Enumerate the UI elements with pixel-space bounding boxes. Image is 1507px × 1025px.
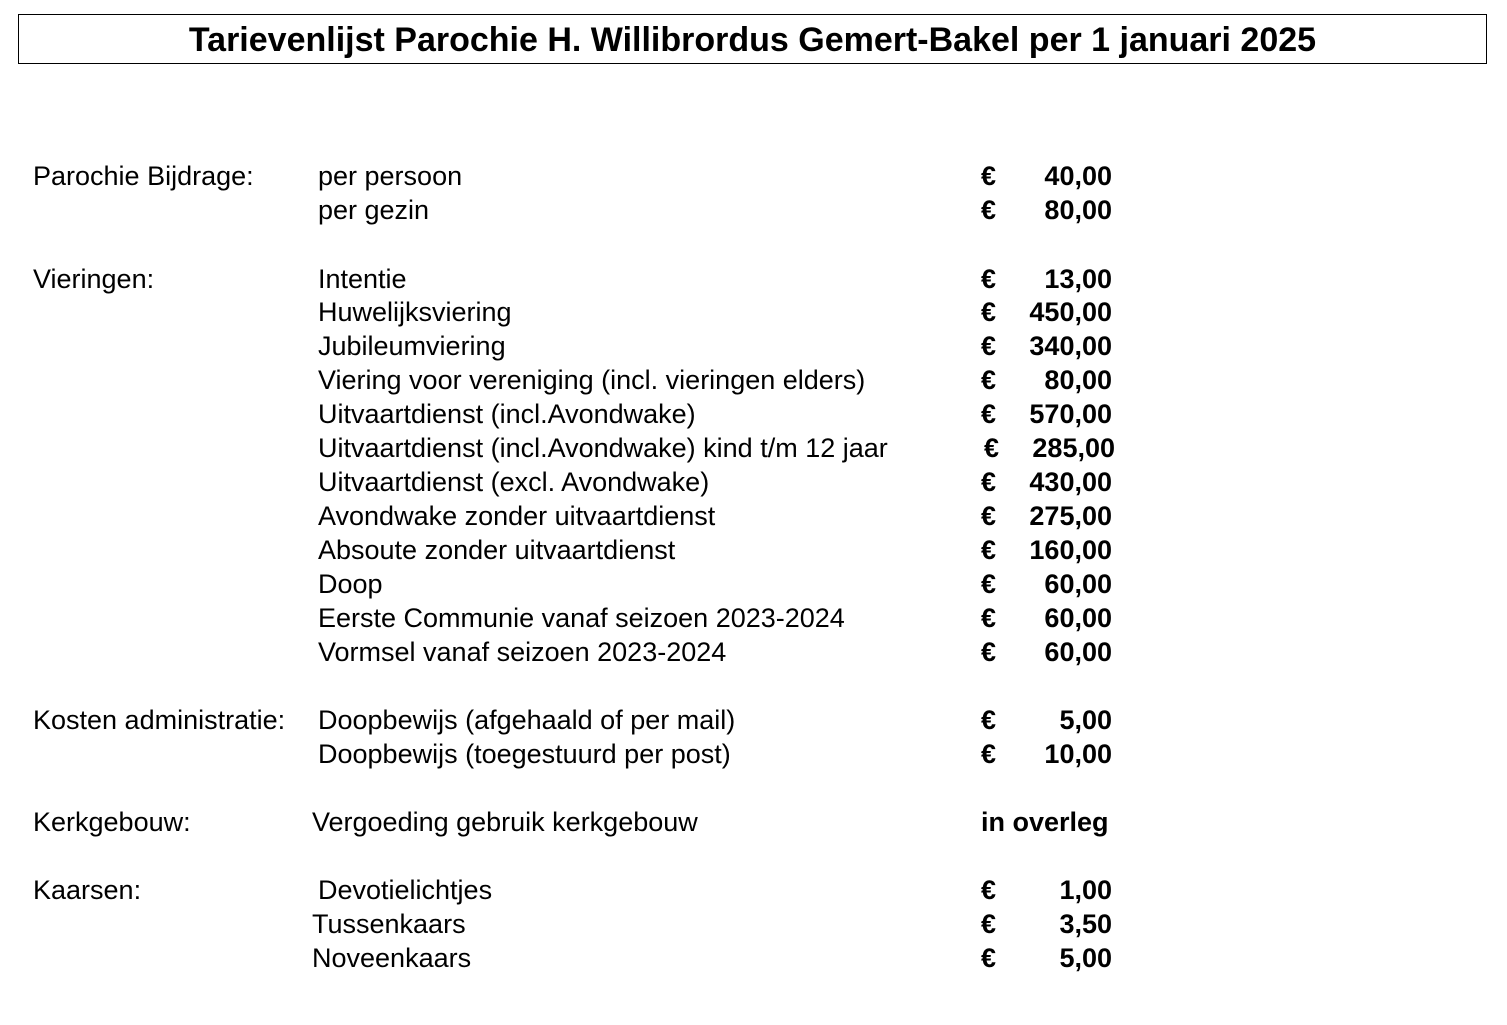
euro-sign: € xyxy=(981,195,997,225)
item-amount: 60,00 xyxy=(1044,603,1112,633)
item-label: Uitvaartdienst (incl.Avondwake) kind t/m 12 jaar xyxy=(318,433,888,463)
item-label: Doopbewijs (afgehaald of per mail) xyxy=(318,705,736,735)
item-label: Vergoeding gebruik kerkgebouw xyxy=(312,807,698,837)
item-amount: 3,50 xyxy=(1059,909,1112,939)
item-label: Eerste Communie vanaf seizoen 2023-2024 xyxy=(318,603,845,633)
item-amount: 13,00 xyxy=(1044,264,1112,294)
euro-sign: € xyxy=(981,501,997,531)
euro-sign: € xyxy=(981,365,997,395)
item-label: Tussenkaars xyxy=(312,909,466,939)
euro-sign: € xyxy=(981,161,997,191)
euro-sign: € xyxy=(981,297,997,327)
item-amount: 60,00 xyxy=(1044,569,1112,599)
euro-sign: € xyxy=(981,264,997,294)
euro-sign: € xyxy=(981,535,997,565)
item-label: Viering voor vereniging (incl. vieringen elders) xyxy=(318,365,866,395)
euro-sign: € xyxy=(981,637,997,667)
euro-sign: € xyxy=(981,739,997,769)
item-amount: 1,00 xyxy=(1059,875,1112,905)
item-amount: 80,00 xyxy=(1044,365,1112,395)
item-amount: 10,00 xyxy=(1044,739,1112,769)
item-label: Uitvaartdienst (incl.Avondwake) xyxy=(318,399,696,429)
euro-sign: € xyxy=(981,909,997,939)
category-label-administratie: Kosten administratie: xyxy=(33,705,286,735)
category-label-kerkgebouw: Kerkgebouw: xyxy=(33,807,191,837)
item-amount: 275,00 xyxy=(1029,501,1112,531)
item-amount: 570,00 xyxy=(1029,399,1112,429)
category-label-kaarsen: Kaarsen: xyxy=(33,875,142,905)
item-label: Avondwake zonder uitvaartdienst xyxy=(318,501,716,531)
item-label: Intentie xyxy=(318,264,407,294)
item-amount: 5,00 xyxy=(1059,943,1112,973)
item-label: Doopbewijs (toegestuurd per post) xyxy=(318,739,731,769)
item-label: Doop xyxy=(318,569,383,599)
item-amount: 430,00 xyxy=(1029,467,1112,497)
category-label-bijdrage: Parochie Bijdrage: xyxy=(33,161,254,191)
euro-sign: € xyxy=(981,603,997,633)
item-label: per gezin xyxy=(318,195,430,225)
item-amount: 340,00 xyxy=(1029,331,1112,361)
item-amount: 60,00 xyxy=(1044,637,1112,667)
item-amount: 160,00 xyxy=(1029,535,1112,565)
page-title: Tarievenlijst Parochie H. Willibrordus Gemert-Bakel per 1 januari 2025 xyxy=(188,21,1317,59)
item-label: Devotielichtjes xyxy=(318,875,493,905)
item-label: Uitvaartdienst (excl. Avondwake) xyxy=(318,467,710,497)
title-box xyxy=(18,14,1487,64)
category-label-vieringen: Vieringen: xyxy=(33,264,155,294)
euro-sign: € xyxy=(981,943,997,973)
item-label: Jubileumviering xyxy=(318,331,506,361)
euro-sign: € xyxy=(981,331,997,361)
item-amount: 40,00 xyxy=(1044,161,1112,191)
item-amount: 285,00 xyxy=(1032,433,1115,463)
item-label: Vormsel vanaf seizoen 2023-2024 xyxy=(318,637,727,667)
item-amount: 80,00 xyxy=(1044,195,1112,225)
item-label: per persoon xyxy=(318,161,463,191)
item-label: Huwelijksviering xyxy=(318,297,512,327)
item-amount: 5,00 xyxy=(1059,705,1112,735)
item-label: Noveenkaars xyxy=(312,943,472,973)
item-amount: 450,00 xyxy=(1029,297,1112,327)
euro-sign: € xyxy=(981,467,997,497)
euro-sign: € xyxy=(981,705,997,735)
euro-sign: € xyxy=(981,875,997,905)
item-label: Absoute zonder uitvaartdienst xyxy=(318,535,676,565)
euro-sign: € xyxy=(981,399,997,429)
euro-sign: € xyxy=(984,433,1000,463)
euro-sign: € xyxy=(981,569,997,599)
item-amount-in-overleg: in overleg xyxy=(981,807,1109,837)
